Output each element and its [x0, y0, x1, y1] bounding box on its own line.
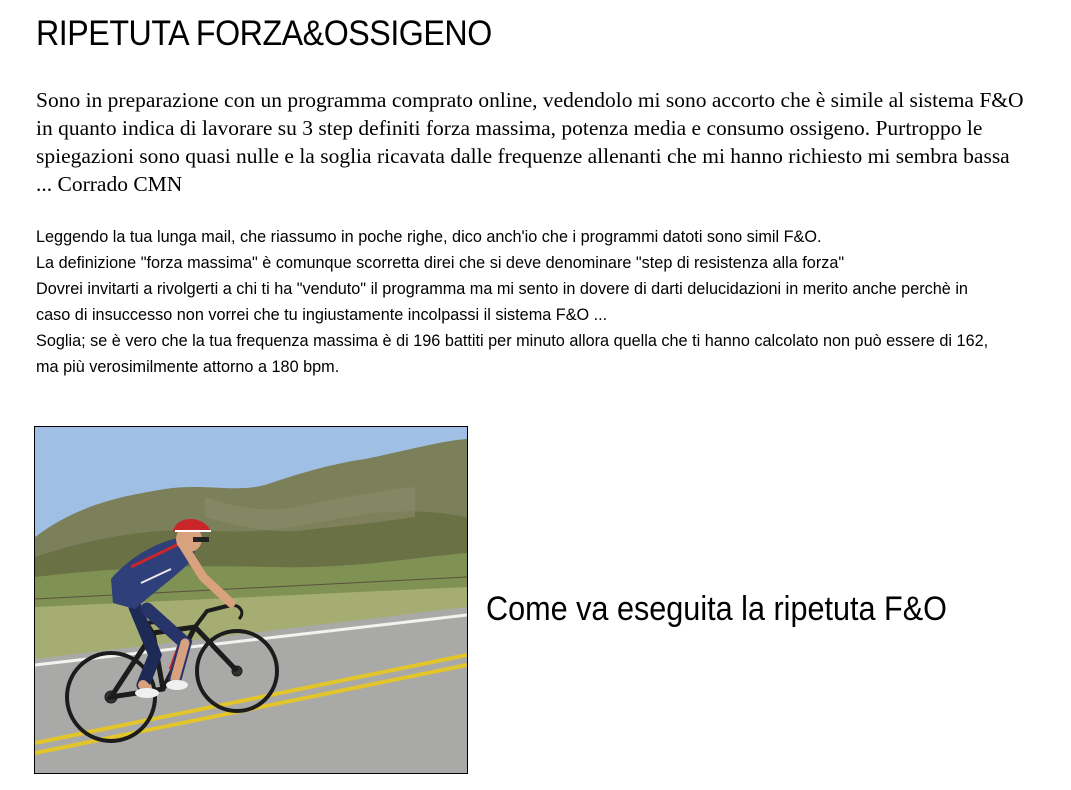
cyclist-illustration: [35, 427, 467, 773]
reader-question: Sono in preparazione con un programma comprato online, vedendolo mi sono accorto che è simile al sistema F&O in quanto indica di lavorare su 3 step definiti forza massima, potenza media e consumo ossigeno. Purtroppo le spiegazioni sono quasi nulle e la soglia ricavata dalle frequenze allenanti che mi hanno richiesto mi sembra bassa ... Corrado CMN: [36, 88, 1024, 196]
cyclist-photo: [34, 426, 468, 774]
answer-line: Soglia; se è vero che la tua frequenza massima è di 196 battiti per minuto allora quella che ti hanno calcolato non può essere di 162, ma più verosimilmente attorno a 180 bpm.: [36, 331, 989, 376]
photo-caption: Come va eseguita la ripetuta F&O: [486, 590, 947, 628]
answer-line: Leggendo la tua lunga mail, che riassumo in poche righe, dico anch'io che i programmi datoti sono simil F&O.: [36, 227, 822, 246]
page-title: RIPETUTA FORZA&OSSIGENO: [36, 14, 492, 53]
answer-line: Dovrei invitarti a rivolgerti a chi ti ha "venduto" il programma ma mi sento in dovere di darti delucidazioni in merito anche perchè in caso di insuccesso non vorrei che tu ingiustamente incolpassi il sistema F&O ...: [36, 279, 968, 324]
answer-line: La definizione "forza massima" è comunque scorretta direi che si deve denominare "step di resistenza alla forza": [36, 253, 845, 272]
answer-block: [36, 224, 991, 380]
